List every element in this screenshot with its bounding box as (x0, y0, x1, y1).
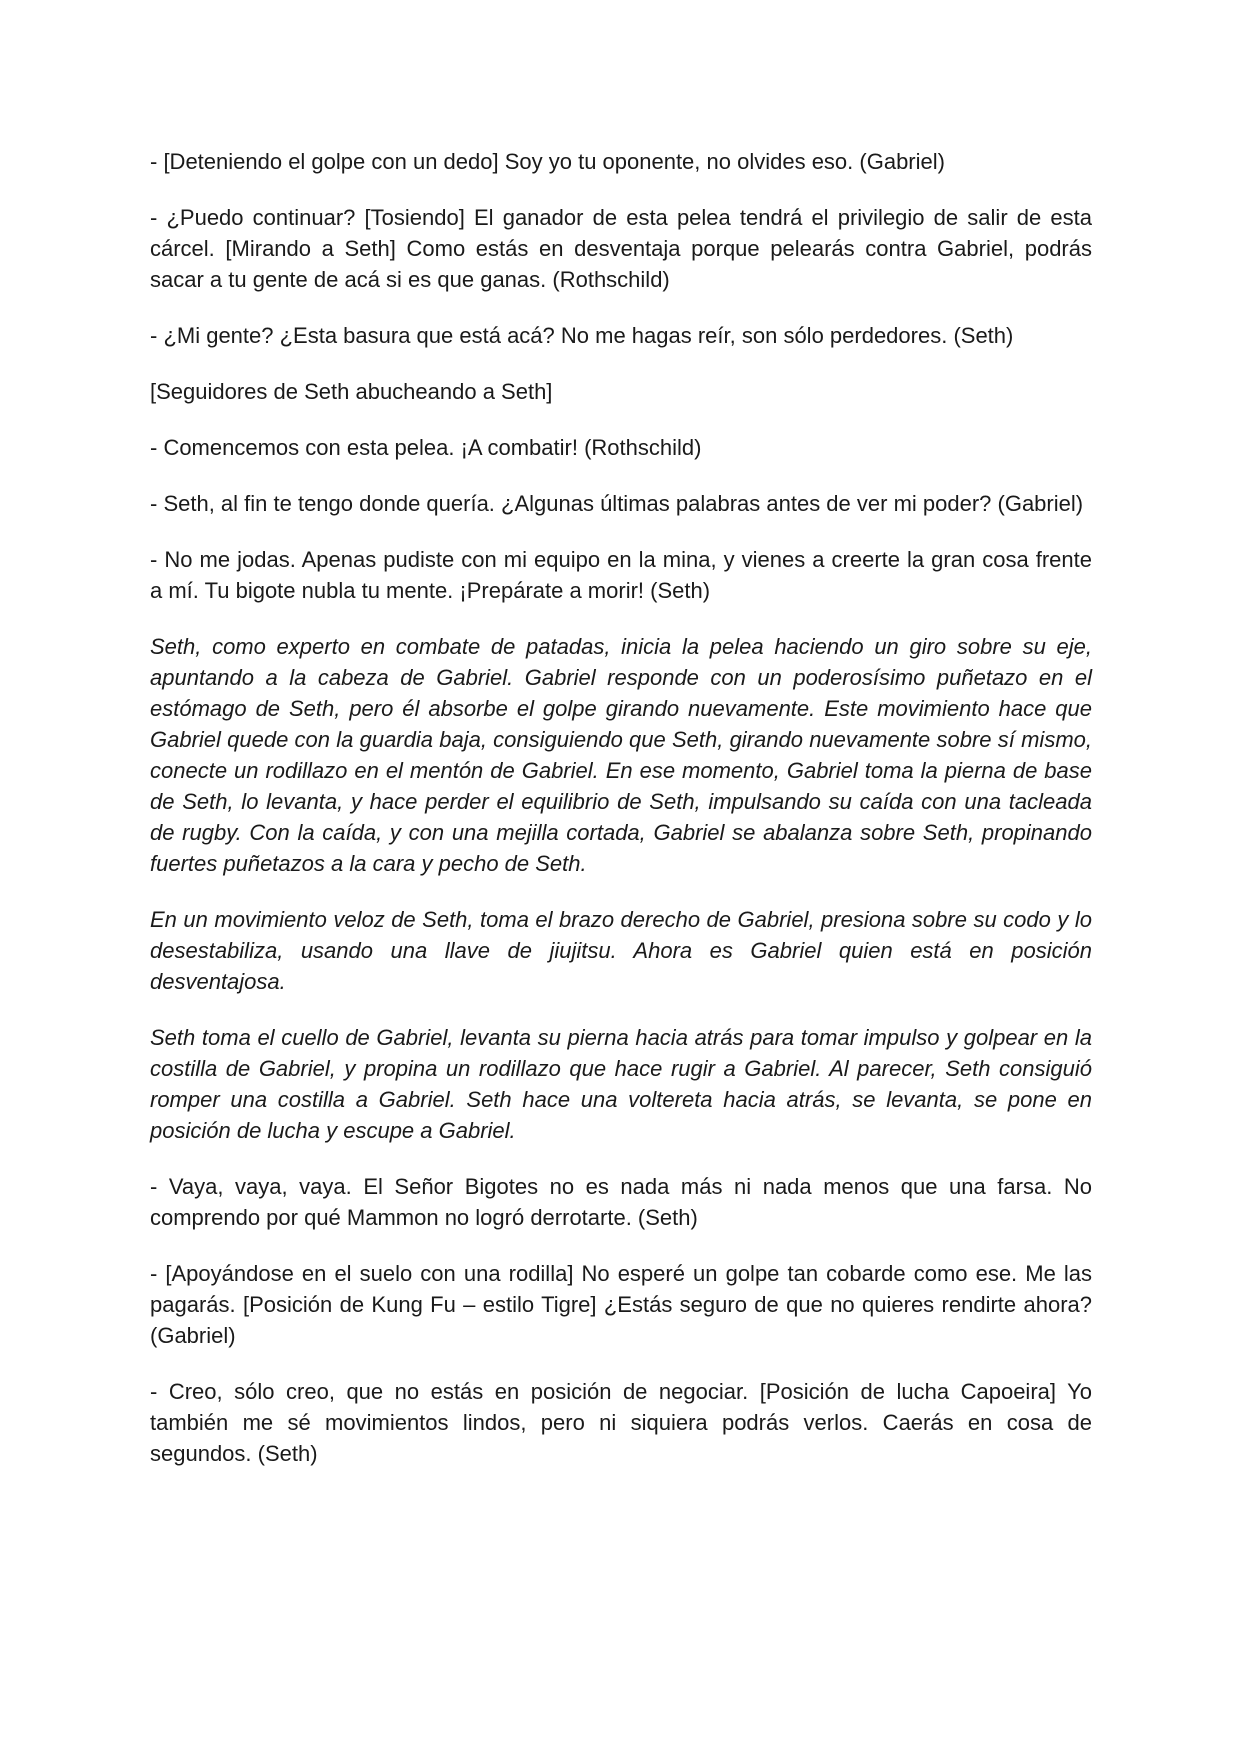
paragraph-narration: En un movimiento veloz de Seth, toma el brazo derecho de Gabriel, presiona sobre su codo y lo desestabiliza, usando una llave de jiujitsu. Ahora es Gabriel quien está en posición desventajosa. (150, 907, 1092, 994)
paragraph-stage-direction: [Seguidores de Seth abucheando a Seth] (150, 379, 553, 404)
paragraph-dialogue: - Vaya, vaya, vaya. El Señor Bigotes no es nada más ni nada menos que una farsa. No comprendo por qué Mammon no logró derrotarte. (Seth) (150, 1174, 1092, 1230)
paragraph-dialogue: - Creo, sólo creo, que no estás en posición de negociar. [Posición de lucha Capoeira] Yo también me sé movimientos lindos, pero ni siquiera podrás verlos. Caerás en cosa de segundos. (Seth) (150, 1379, 1092, 1466)
paragraph-dialogue: - Comencemos con esta pelea. ¡A combatir! (Rothschild) (150, 435, 702, 460)
paragraph-narration: Seth, como experto en combate de patadas, inicia la pelea haciendo un giro sobre su eje, apuntando a la cabeza de Gabriel. Gabriel responde con un poderosísimo puñetazo en el estómago de Seth, pero él absorbe el golpe girando nuevamente. Este movimiento hace que Gabriel quede con la guardia baja, consiguiendo que Seth, girando nuevamente sobre sí mismo, conecte un rodillazo en el mentón de Gabriel. En ese momento, Gabriel toma la pierna de base de Seth, lo levanta, y hace perder el equilibrio de Seth, impulsando su caída con una tacleada de rugby. Con la caída, y con una mejilla cortada, Gabriel se abalanza sobre Seth, propinando fuertes puñetazos a la cara y pecho de Seth. (150, 634, 1092, 876)
paragraph-dialogue: - ¿Puedo continuar? [Tosiendo] El ganador de esta pelea tendrá el privilegio de salir de esta cárcel. [Mirando a Seth] Como estás en desventaja porque pelearás contra Gabriel, podrás sacar a tu gente de acá si es que ganas. (Rothschild) (150, 205, 1092, 292)
document-page (150, 146, 1092, 1494)
paragraph-dialogue: - [Apoyándose en el suelo con una rodilla] No esperé un golpe tan cobarde como ese. Me las pagarás. [Posición de Kung Fu – estilo Tigre] ¿Estás seguro de que no quieres rendirte ahora? (Gabriel) (150, 1261, 1092, 1348)
paragraph-dialogue: - Seth, al fin te tengo donde quería. ¿Algunas últimas palabras antes de ver mi poder? (Gabriel) (150, 491, 1084, 516)
paragraph-dialogue: - ¿Mi gente? ¿Esta basura que está acá? No me hagas reír, son sólo perdedores. (Seth) (150, 323, 1014, 348)
paragraph-narration: Seth toma el cuello de Gabriel, levanta su pierna hacia atrás para tomar impulso y golpear en la costilla de Gabriel, y propina un rodillazo que hace rugir a Gabriel. Al parecer, Seth consiguió romper una costilla a Gabriel. Seth hace una voltereta hacia atrás, se levanta, se pone en posición de lucha y escupe a Gabriel. (150, 1025, 1092, 1143)
paragraph-dialogue: - [Deteniendo el golpe con un dedo] Soy yo tu oponente, no olvides eso. (Gabriel) (150, 149, 945, 174)
paragraph-dialogue: - No me jodas. Apenas pudiste con mi equipo en la mina, y vienes a creerte la gran cosa frente a mí. Tu bigote nubla tu mente. ¡Prepárate a morir! (Seth) (150, 547, 1092, 603)
